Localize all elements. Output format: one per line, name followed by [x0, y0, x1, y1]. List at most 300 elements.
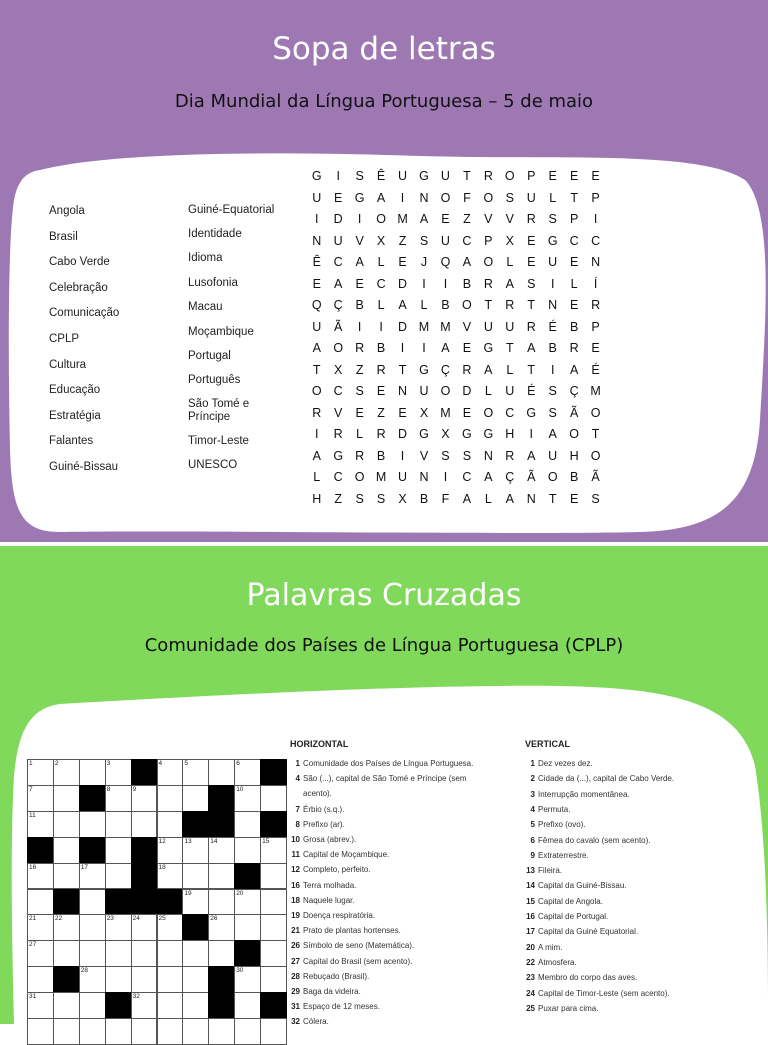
- grid-letter: I: [357, 212, 362, 226]
- clue-number: 14: [210, 837, 218, 845]
- grid-letter: O: [569, 427, 579, 441]
- crossword-cell[interactable]: [182, 1018, 209, 1045]
- clue-text: Puxar para cima.: [538, 1003, 599, 1013]
- grid-letter: R: [505, 298, 515, 312]
- crossword-cell[interactable]: [260, 863, 287, 890]
- crossword-cell[interactable]: [27, 811, 54, 838]
- grid-letter: N: [483, 448, 493, 463]
- grid-letter: X: [505, 233, 514, 248]
- grid-letter: Ç: [440, 362, 450, 377]
- clue-number: 12: [291, 865, 300, 875]
- grid-letter: L: [549, 190, 557, 205]
- crossword-cell[interactable]: [157, 914, 184, 941]
- grid-letter: E: [591, 341, 600, 355]
- grid-letter: O: [311, 384, 322, 398]
- clue-number: 15: [262, 837, 270, 845]
- crossword-cell[interactable]: [105, 1018, 132, 1045]
- clue-number: 5: [184, 760, 189, 767]
- clue-text: Érbio (s.q.).: [303, 804, 345, 814]
- crossword-cell[interactable]: [157, 759, 184, 786]
- grid-letter: H: [312, 491, 322, 506]
- grid-letter: S: [548, 212, 557, 226]
- crossword-cell[interactable]: [260, 966, 287, 993]
- clue-text: Permuta.: [538, 804, 571, 814]
- clue-number: 8: [106, 785, 111, 793]
- grid-letter: T: [463, 169, 471, 183]
- grid-letter: O: [376, 212, 386, 226]
- grid-letter: G: [419, 362, 429, 377]
- crossword-block: [208, 992, 235, 1019]
- clue-item: [525, 759, 593, 769]
- clue-number: 8: [295, 819, 300, 829]
- crossword-cell[interactable]: [208, 863, 235, 890]
- grid-letter: C: [569, 233, 579, 248]
- grid-letter: U: [333, 233, 343, 248]
- grid-letter: S: [527, 276, 536, 291]
- grid-letter: A: [462, 491, 472, 506]
- crossword-cell[interactable]: [79, 992, 106, 1019]
- grid-letter: Ç: [505, 470, 515, 484]
- grid-letter: R: [376, 427, 386, 441]
- clue-text: Cidade da (...), capital de Cabo Verde.: [538, 774, 675, 784]
- crossword-cell[interactable]: [53, 940, 80, 967]
- grid-letter: N: [591, 255, 601, 269]
- grid-letter: E: [441, 212, 450, 226]
- grid-letter: E: [398, 405, 407, 420]
- crossword-cell[interactable]: [53, 811, 80, 838]
- clue-item: [525, 790, 630, 800]
- crossword-cell[interactable]: [79, 863, 106, 890]
- crossword-cell[interactable]: [105, 811, 132, 838]
- clue-text: Rebuçado (Brasil).: [303, 971, 370, 981]
- crossword-cell[interactable]: [53, 1018, 80, 1045]
- crossword-cell[interactable]: [182, 863, 209, 890]
- clue-number: 1: [530, 759, 535, 768]
- grid-letter: I: [379, 319, 383, 334]
- word-list-item: Portugal: [188, 350, 231, 362]
- grid-letter: I: [315, 427, 319, 441]
- grid-letter: E: [527, 255, 536, 269]
- clue-item: [290, 789, 332, 799]
- clue-item: [290, 865, 371, 875]
- grid-letter: H: [505, 427, 515, 441]
- clue-item: [290, 1002, 380, 1012]
- crossword-cell[interactable]: [131, 914, 158, 941]
- crossword-cell[interactable]: [182, 992, 209, 1019]
- crossword-cell[interactable]: [157, 1018, 184, 1045]
- crossword-cell[interactable]: [105, 940, 132, 967]
- clue-number: 19: [184, 889, 192, 897]
- grid-letter: É: [548, 319, 557, 334]
- clue-number: 16: [291, 880, 300, 890]
- grid-letter: O: [354, 470, 365, 484]
- clue-number: 24: [526, 988, 535, 998]
- crossword-cell[interactable]: [234, 889, 261, 916]
- clue-item: [525, 989, 670, 999]
- clue-number: 12: [158, 837, 166, 845]
- grid-letter: F: [441, 491, 450, 506]
- crossword-cell[interactable]: [260, 940, 287, 967]
- grid-letter: I: [422, 276, 426, 291]
- word-list-item: Cultura: [49, 358, 87, 371]
- crossword-cell[interactable]: [157, 992, 184, 1019]
- crossword-cell[interactable]: [53, 992, 80, 1019]
- crossword-block: [105, 992, 132, 1019]
- crossword-cell[interactable]: [53, 863, 80, 890]
- clue-number: 21: [291, 926, 300, 936]
- grid-letter: B: [441, 298, 450, 312]
- clue-number: 28: [291, 971, 300, 981]
- clue-text: Atmosfera.: [538, 957, 577, 967]
- crossword-cell[interactable]: [53, 759, 80, 786]
- clue-text: Capital da Guiné Equatorial.: [538, 927, 639, 937]
- grid-letter: D: [333, 212, 343, 226]
- page-title: Sopa de letras: [272, 31, 496, 67]
- clue-text: Prefixo (ar).: [303, 819, 345, 829]
- crossword-cell[interactable]: [182, 837, 209, 864]
- crossword-cell[interactable]: [182, 966, 209, 993]
- crossword-cell[interactable]: [208, 940, 235, 967]
- clue-number: 17: [80, 863, 89, 871]
- grid-letter: C: [333, 470, 343, 484]
- grid-letter: U: [526, 190, 536, 205]
- grid-letter: A: [441, 341, 450, 355]
- grid-letter: C: [333, 384, 343, 398]
- clue-number: 1: [295, 759, 300, 768]
- clue-number: 23: [526, 973, 535, 983]
- clue-number: 10: [236, 785, 244, 793]
- clue-number: 9: [132, 785, 137, 793]
- clue-text: Dez vezes dez.: [538, 759, 593, 768]
- crossword-cell[interactable]: [105, 837, 132, 864]
- crossword-cell[interactable]: [79, 914, 106, 941]
- grid-letter: U: [483, 319, 493, 334]
- clue-text: São (...), capital de São Tomé e Príncipe (sem: [303, 774, 467, 784]
- clue-text: Terra molhada.: [303, 880, 357, 890]
- grid-letter: Z: [334, 491, 342, 506]
- crossword-cell[interactable]: [27, 889, 54, 916]
- crossword-block: [260, 759, 287, 786]
- crossword-cell[interactable]: [157, 863, 184, 890]
- clue-item: [290, 896, 355, 906]
- grid-letter: I: [336, 169, 340, 183]
- crossword-cell[interactable]: [27, 785, 54, 812]
- crossword-cell[interactable]: [105, 759, 132, 786]
- grid-letter: O: [440, 190, 451, 205]
- crossword-cell[interactable]: [105, 966, 132, 993]
- clue-number: 19: [291, 911, 300, 920]
- crossword-cell[interactable]: [105, 863, 132, 890]
- clue-text: Prefixo (ovo).: [538, 820, 586, 830]
- crossword-cell[interactable]: [260, 785, 287, 812]
- clue-number: 28: [80, 967, 89, 975]
- grid-letter: G: [462, 427, 472, 441]
- crossword-cell[interactable]: [79, 889, 106, 916]
- crossword-cell[interactable]: [208, 889, 235, 916]
- grid-letter: C: [591, 233, 601, 248]
- crossword-cell[interactable]: [182, 785, 209, 812]
- grid-letter: A: [527, 448, 536, 463]
- crossword-cell[interactable]: [234, 966, 261, 993]
- clue-number: 26: [210, 915, 218, 923]
- grid-letter: F: [463, 190, 471, 205]
- clue-item: [525, 820, 586, 830]
- crossword-cell[interactable]: [79, 966, 106, 993]
- grid-letter: R: [333, 427, 343, 441]
- crossword-cell[interactable]: [27, 1018, 54, 1045]
- grid-letter: X: [334, 362, 343, 377]
- crossword-cell[interactable]: [131, 1018, 158, 1045]
- crossword-cell[interactable]: [182, 889, 209, 916]
- clue-item: [290, 881, 356, 891]
- grid-letter: A: [484, 362, 493, 377]
- clue-number: 17: [526, 927, 535, 937]
- clue-number: 13: [526, 866, 535, 876]
- crossword-block: [131, 837, 158, 864]
- crossword-cell[interactable]: [27, 966, 54, 993]
- grid-letter: D: [398, 319, 408, 334]
- clue-number: 31: [291, 1002, 300, 1012]
- grid-letter: I: [400, 448, 405, 463]
- clue-text: Símbolo de seno (Matemática).: [303, 941, 415, 951]
- grid-letter: R: [526, 212, 536, 226]
- clue-text: Capital do Brasil (sem acento).: [303, 956, 413, 966]
- grid-letter: V: [334, 405, 343, 420]
- grid-letter: S: [355, 384, 364, 398]
- grid-letter: T: [591, 427, 600, 441]
- grid-letter: L: [377, 255, 385, 269]
- grid-letter: H: [569, 448, 579, 463]
- clue-number: 1: [29, 760, 33, 767]
- word-list-item: Angola: [49, 205, 85, 217]
- grid-letter: O: [440, 384, 451, 398]
- grid-letter: U: [548, 448, 558, 463]
- crossword-cell[interactable]: [208, 759, 235, 786]
- clue-text: acento).: [303, 789, 332, 799]
- crossword-block: [157, 889, 184, 916]
- grid-letter: M: [590, 384, 601, 398]
- crossword-cell[interactable]: [208, 914, 235, 941]
- crossword-cell[interactable]: [79, 811, 106, 838]
- crossword-cell[interactable]: [79, 759, 106, 786]
- clue-text: Membro do corpo das aves.: [538, 973, 638, 983]
- grid-letter: Ç: [569, 384, 579, 398]
- grid-letter: T: [484, 298, 493, 312]
- grid-letter: E: [569, 298, 579, 312]
- clue-number: 6: [236, 760, 240, 767]
- word-list-item: São Tomé e Príncipe: [188, 398, 250, 423]
- grid-letter: O: [547, 470, 558, 484]
- crossword-cell[interactable]: [79, 1018, 106, 1045]
- clue-text: Capital da Guiné-Bissau.: [538, 881, 627, 891]
- grid-letter: X: [441, 427, 450, 441]
- grid-letter: Ã: [334, 319, 343, 334]
- crossword-cell[interactable]: [260, 837, 287, 864]
- grid-letter: O: [333, 341, 344, 355]
- clue-item: [290, 850, 389, 860]
- grid-letter: U: [312, 319, 322, 334]
- crossword-cell[interactable]: [157, 811, 184, 838]
- crossword-block: [182, 914, 209, 941]
- clue-number: 11: [29, 811, 36, 819]
- crossword-cell[interactable]: [157, 785, 184, 812]
- crossword-cell[interactable]: [27, 914, 54, 941]
- grid-letter: O: [483, 255, 494, 269]
- clue-text: Comunidade dos Países de Língua Portuguesa.: [303, 759, 474, 768]
- grid-letter: G: [354, 190, 365, 205]
- grid-letter: B: [419, 491, 429, 506]
- grid-letter: B: [376, 341, 386, 355]
- grid-letter: O: [590, 405, 601, 420]
- clue-item: [290, 805, 344, 815]
- grid-letter: G: [547, 233, 558, 248]
- crossword-cell[interactable]: [131, 992, 158, 1019]
- crossword-cell[interactable]: [157, 966, 184, 993]
- clue-item: [290, 1017, 329, 1027]
- grid-letter: B: [569, 319, 579, 334]
- crossword-cell[interactable]: [234, 785, 261, 812]
- clue-number: 29: [291, 987, 300, 996]
- grid-letter: X: [419, 405, 429, 420]
- grid-letter: R: [312, 405, 322, 420]
- crossword-cell[interactable]: [131, 811, 158, 838]
- crossword-cell[interactable]: [27, 940, 54, 967]
- grid-letter: Ã: [569, 405, 579, 420]
- crossword-cell[interactable]: [27, 863, 54, 890]
- crossword-block: [131, 889, 158, 916]
- grid-letter: A: [334, 276, 343, 291]
- grid-letter: I: [315, 212, 319, 226]
- grid-letter: R: [355, 448, 365, 463]
- clue-text: Extraterrestre.: [538, 850, 589, 860]
- crossword-cell[interactable]: [131, 940, 158, 967]
- page-subtitle: Dia Mundial da Língua Portuguesa – 5 de maio: [174, 91, 594, 112]
- clue-text: Capital de Moçambique.: [303, 850, 390, 860]
- grid-letter: X: [376, 233, 386, 248]
- grid-letter: M: [440, 405, 451, 420]
- grid-letter: G: [526, 405, 537, 420]
- grid-letter: B: [548, 341, 557, 355]
- crossword-cell[interactable]: [234, 759, 261, 786]
- grid-letter: A: [527, 341, 536, 355]
- clue-number: 14: [526, 881, 535, 891]
- crossword-cell[interactable]: [27, 759, 54, 786]
- grid-letter: E: [398, 255, 407, 269]
- grid-letter: S: [548, 405, 557, 420]
- grid-letter: M: [440, 319, 451, 334]
- grid-letter: Z: [398, 233, 407, 248]
- crossword-cell[interactable]: [105, 914, 132, 941]
- grid-letter: G: [483, 341, 494, 355]
- clue-item: [525, 836, 651, 846]
- grid-letter: M: [397, 212, 408, 226]
- grid-letter: T: [527, 298, 536, 312]
- grid-letter: É: [527, 384, 536, 398]
- clue-text: Naquele lugar.: [303, 895, 355, 905]
- word-list-item: Cabo Verde: [49, 256, 110, 269]
- clue-number: 22: [54, 915, 63, 923]
- crossword-cell[interactable]: [234, 992, 261, 1019]
- crossword-cell[interactable]: [260, 1018, 287, 1045]
- crossword-cell[interactable]: [27, 992, 54, 1019]
- crossword-cell[interactable]: [208, 1018, 235, 1045]
- grid-letter: R: [355, 341, 365, 355]
- grid-letter: E: [462, 405, 472, 420]
- crossword-title: Palavras Cruzadas: [246, 578, 522, 613]
- crossword-block: [131, 863, 158, 890]
- grid-letter: B: [462, 276, 472, 291]
- grid-letter: T: [570, 190, 578, 205]
- clue-text: Capital de Timor-Leste (sem acento).: [538, 988, 670, 998]
- grid-letter: O: [590, 448, 601, 463]
- clue-item: [290, 820, 345, 830]
- grid-letter: Ã: [527, 470, 536, 484]
- clue-text: Capital de Angola.: [538, 896, 603, 906]
- grid-letter: I: [443, 470, 448, 484]
- clue-item: [525, 866, 562, 876]
- clue-item: [290, 987, 361, 997]
- grid-letter: L: [506, 255, 514, 269]
- crossword-cell[interactable]: [260, 889, 287, 916]
- crossword-block: [27, 837, 54, 864]
- crossword-cell[interactable]: [234, 837, 261, 864]
- crossword-cell[interactable]: [131, 966, 158, 993]
- clue-text: Cólera.: [303, 1017, 329, 1027]
- clue-text: Prato de plantas hortenses.: [303, 926, 401, 936]
- clue-number: 4: [295, 774, 300, 784]
- grid-letter: L: [356, 427, 364, 441]
- crossword-cell[interactable]: [105, 785, 132, 812]
- grid-letter: Ç: [333, 298, 343, 312]
- crossword-cell[interactable]: [260, 914, 287, 941]
- grid-letter: V: [355, 233, 364, 248]
- grid-letter: G: [311, 169, 322, 183]
- grid-letter: S: [441, 448, 450, 463]
- crossword-cell[interactable]: [234, 914, 261, 941]
- crossword-cell[interactable]: [157, 837, 184, 864]
- grid-letter: U: [440, 233, 450, 248]
- crossword-cell[interactable]: [182, 759, 209, 786]
- clue-number: 18: [158, 863, 166, 871]
- crossword-cell[interactable]: [234, 811, 261, 838]
- grid-letter: A: [376, 190, 386, 205]
- grid-letter: A: [484, 470, 493, 484]
- crossword-cell[interactable]: [208, 837, 235, 864]
- crossword-cell[interactable]: [79, 940, 106, 967]
- grid-letter: S: [591, 491, 600, 506]
- grid-letter: N: [312, 233, 322, 248]
- crossword-cell[interactable]: [53, 785, 80, 812]
- word-list-item: Identidade: [188, 228, 242, 240]
- crossword-cell[interactable]: [53, 837, 80, 864]
- grid-letter: T: [398, 362, 407, 377]
- crossword-cell[interactable]: [131, 785, 158, 812]
- crossword-cell[interactable]: [157, 940, 184, 967]
- crossword-cell[interactable]: [53, 914, 80, 941]
- grid-letter: S: [419, 233, 429, 248]
- clue-text: Interrupção momentânea.: [538, 789, 630, 799]
- grid-letter: D: [398, 276, 408, 291]
- crossword-cell[interactable]: [182, 940, 209, 967]
- clue-number: 20: [526, 942, 535, 952]
- clue-text: Grosa (abrev.).: [303, 835, 357, 844]
- grid-letter: A: [505, 491, 514, 506]
- crossword-block: [208, 811, 235, 838]
- grid-letter: P: [484, 233, 493, 248]
- clue-item: [290, 926, 401, 936]
- clue-item: [525, 912, 608, 922]
- crossword-cell[interactable]: [234, 1018, 261, 1045]
